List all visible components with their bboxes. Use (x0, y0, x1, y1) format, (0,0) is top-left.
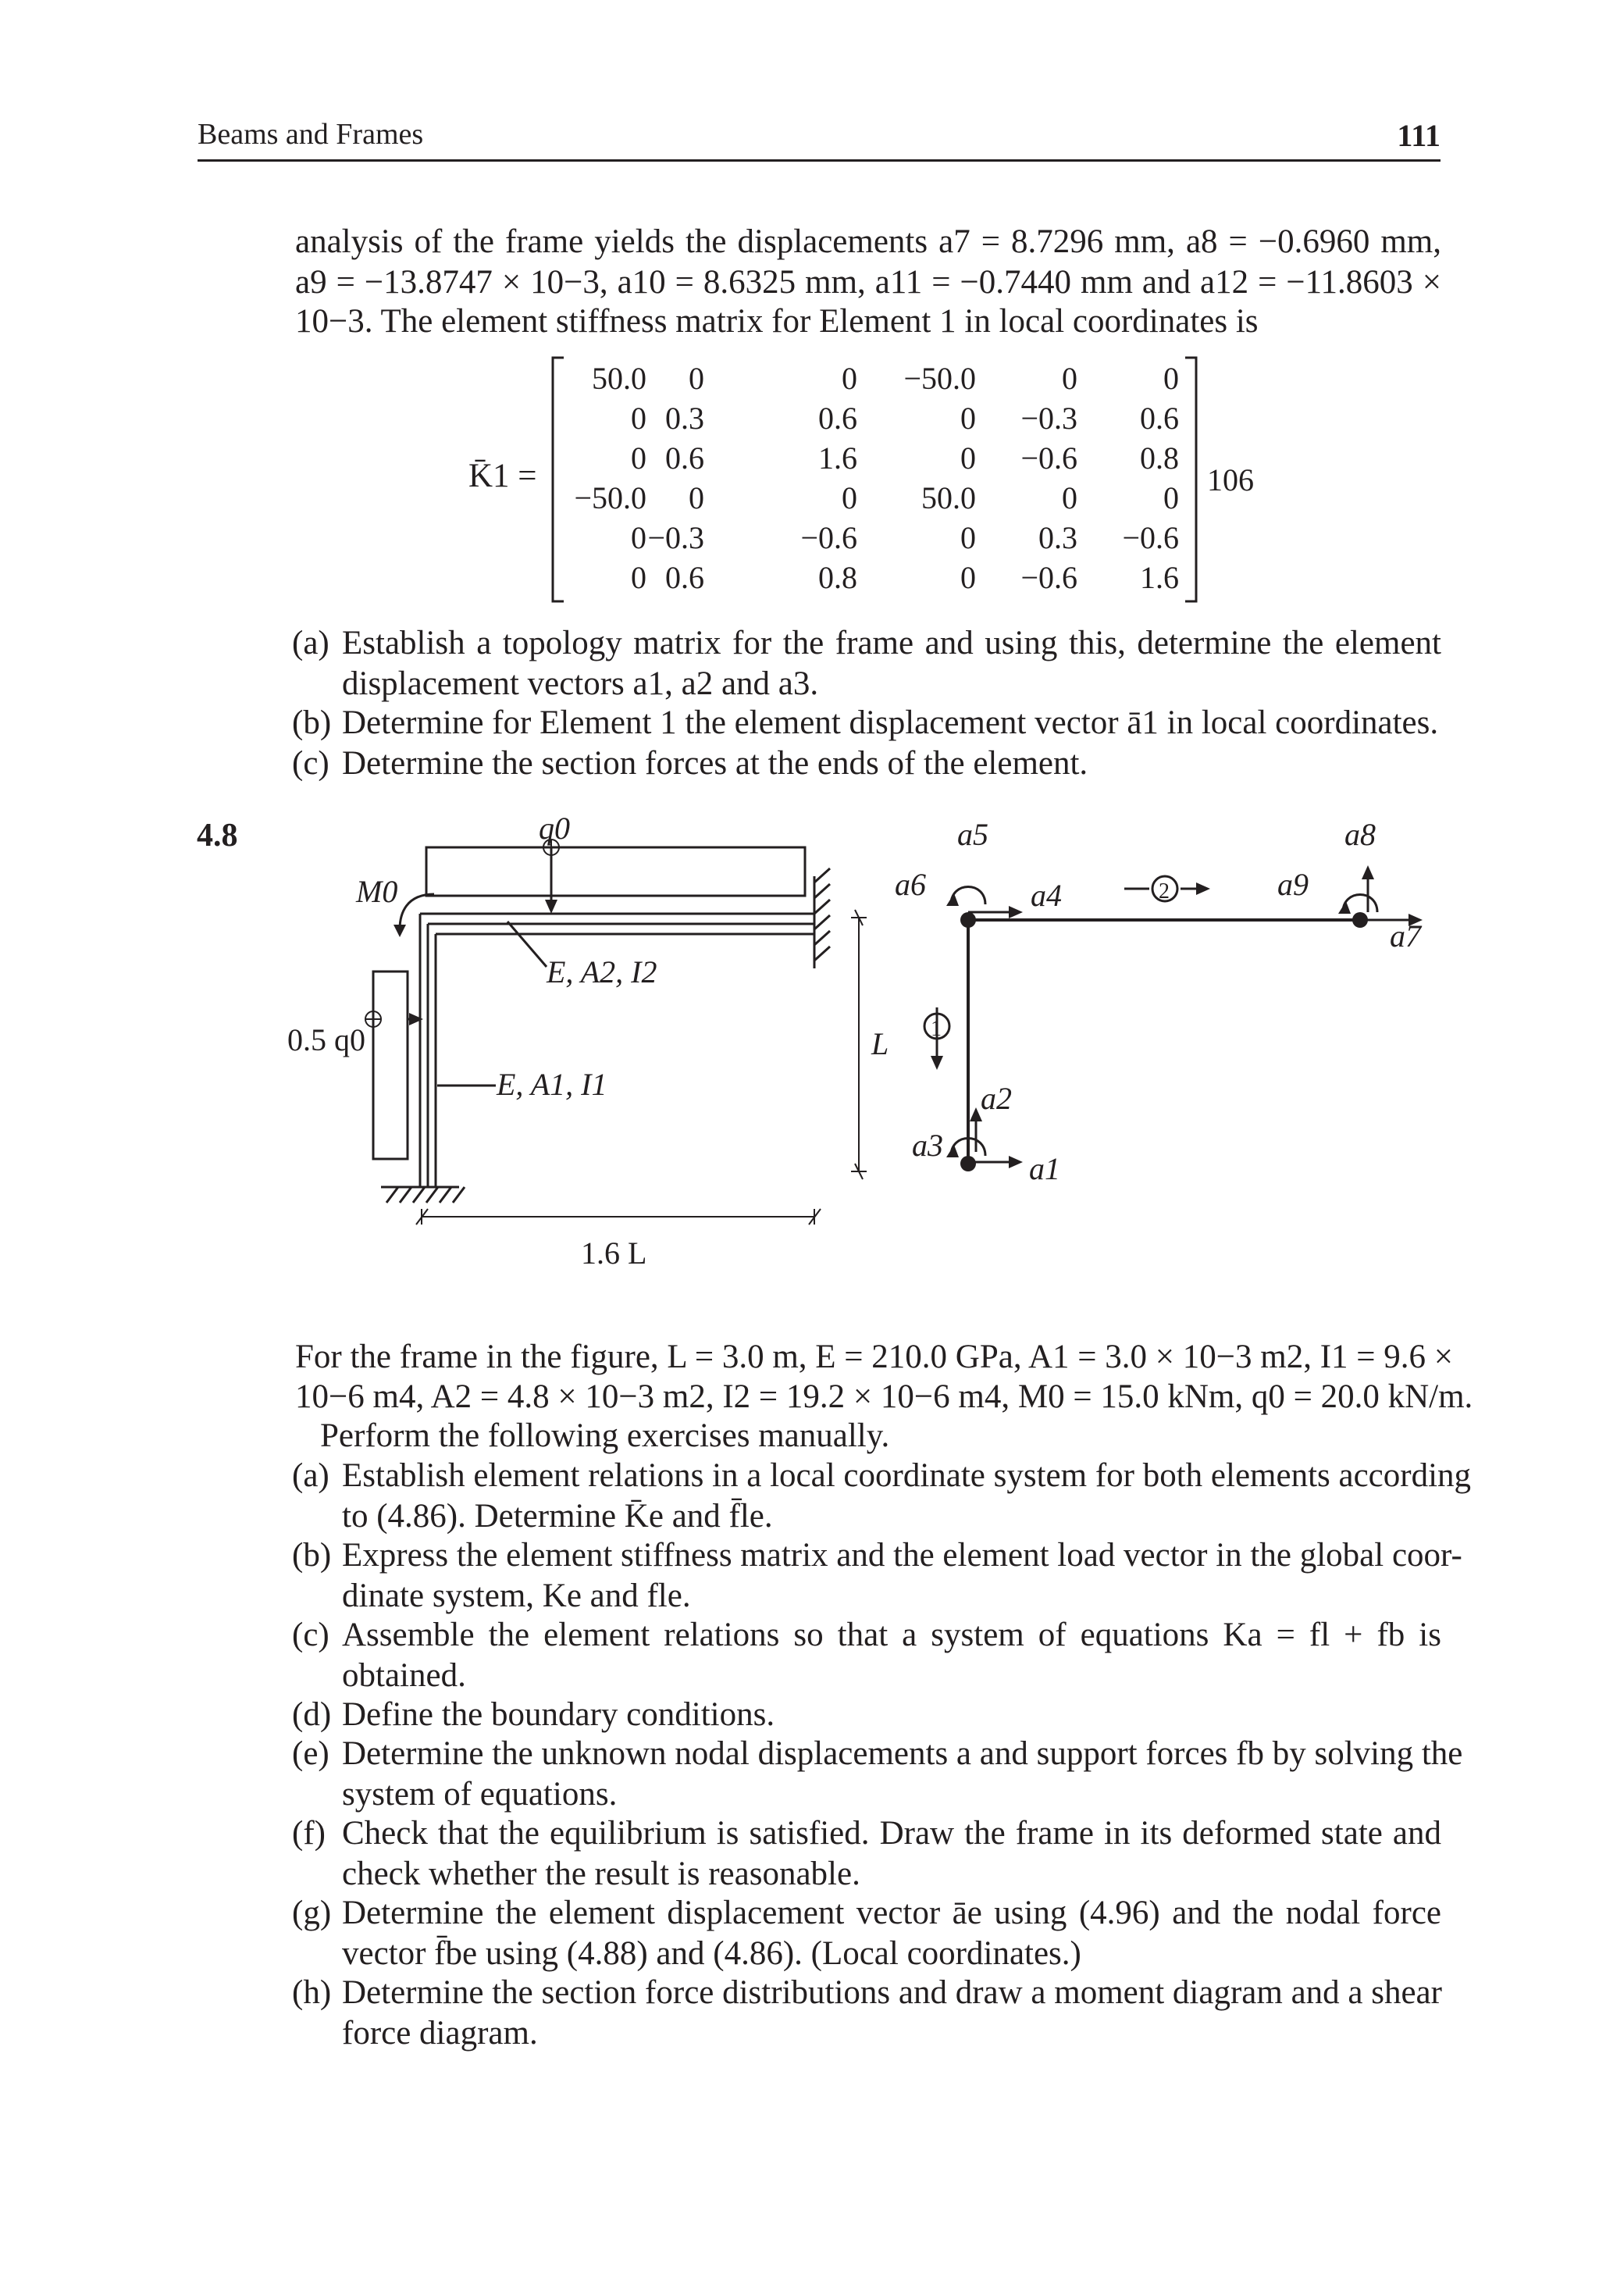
matrix-cell: 0.6 (665, 440, 704, 476)
running-header-title: Beams and Frames (198, 118, 424, 151)
matrix-cell: 0 (631, 520, 646, 555)
dof-a8: a8 (1344, 817, 1376, 852)
load-box-half-q0 (373, 972, 408, 1159)
matrix-cell: 0 (1163, 480, 1179, 515)
intro-line-1: analysis of the frame yields the displacements a7 = 8.7296 mm, a8 = −0.6960 mm, (295, 223, 1441, 260)
matrix-cell: 0 (631, 401, 646, 436)
dof-a2: a2 (981, 1081, 1012, 1116)
matrix-cell: 0.3 (665, 401, 704, 436)
matrix-cell: −0.6 (1020, 560, 1077, 595)
statement-line-2: 10−6 m4, A2 = 4.8 × 10−3 m2, I2 = 19.2 × 10−6 m4, M0 = 15.0 kNm, q0 = 20.0 kN/m. (295, 1378, 1473, 1415)
label-half-q0: 0.5 q0 (287, 1022, 365, 1057)
matrix-cell: −0.6 (1020, 440, 1077, 476)
dof-a3: a3 (912, 1128, 943, 1163)
matrix-label: K̄1 = (468, 458, 537, 494)
matrix-cell: 50.0 (921, 480, 976, 515)
label-beam-props: E, A2, I2 (547, 954, 657, 989)
matrix-cell: −50.0 (903, 361, 976, 396)
matrix-cell: 1.6 (818, 440, 857, 476)
matrix-cell: 0 (842, 480, 857, 515)
page-number: 111 (1397, 118, 1441, 153)
label-m0: M0 (356, 874, 398, 909)
matrix-cell: 0 (1062, 361, 1077, 396)
matrix-cell: −0.3 (1020, 401, 1077, 436)
matrix-cell: 50.0 (592, 361, 646, 396)
matrix-cell: −0.6 (800, 520, 857, 555)
matrix-cell: 0 (960, 520, 976, 555)
label-column-props: E, A1, I1 (497, 1067, 607, 1102)
dof-a1: a1 (1029, 1151, 1060, 1186)
matrix-cell: 0 (960, 560, 976, 595)
dof-a6: a6 (895, 867, 926, 902)
matrix-cell: 1.6 (1140, 560, 1179, 595)
matrix-cell: 0 (689, 480, 704, 515)
matrix-cell: 0 (842, 361, 857, 396)
matrix-cell: −0.6 (1122, 520, 1179, 555)
matrix-cell: 0.3 (1038, 520, 1077, 555)
matrix-cell: 0.6 (1140, 401, 1179, 436)
intro-line-3: 10−3. The element stiffness matrix for Element 1 in local coordinates is (295, 303, 1259, 340)
element-1-number: 1 (931, 1017, 942, 1041)
matrix-cell: 0 (689, 361, 704, 396)
matrix-cell: 0.8 (818, 560, 857, 595)
intro-line-2: a9 = −13.8747 × 10−3, a10 = 8.6325 mm, a11 = −0.7440 mm and a12 = −11.8603 × (295, 264, 1441, 301)
matrix-cell: 0 (631, 440, 646, 476)
matrix-cell: −50.0 (574, 480, 646, 515)
statement-line-3: Perform the following exercises manually. (320, 1417, 890, 1454)
load-box-q0 (426, 847, 805, 896)
dof-a4: a4 (1031, 878, 1062, 913)
matrix-cell: 0.6 (818, 401, 857, 436)
matrix-cell: 0.6 (665, 560, 704, 595)
dof-a5: a5 (957, 817, 988, 852)
label-16L: 1.6 L (581, 1235, 647, 1271)
problem-number: 4.8 (197, 818, 238, 854)
matrix-cell: −0.3 (647, 520, 704, 555)
matrix-cell: 0 (631, 560, 646, 595)
element-2-number: 2 (1159, 879, 1170, 904)
label-q0: q0 (539, 811, 570, 846)
matrix-cell: 0 (960, 440, 976, 476)
label-L: L (871, 1026, 889, 1061)
matrix-cell: 0 (1062, 480, 1077, 515)
matrix-factor: 106 (1207, 462, 1254, 497)
dof-a9: a9 (1277, 867, 1309, 902)
matrix-cell: 0 (1163, 361, 1179, 396)
matrix-cell: 0 (960, 401, 976, 436)
matrix-cell: 0.8 (1140, 440, 1179, 476)
dof-a7: a7 (1390, 918, 1421, 954)
statement-line-1: For the frame in the figure, L = 3.0 m, E = 210.0 GPa, A1 = 3.0 × 10−3 m2, I1 = 9.6 × (295, 1339, 1454, 1375)
